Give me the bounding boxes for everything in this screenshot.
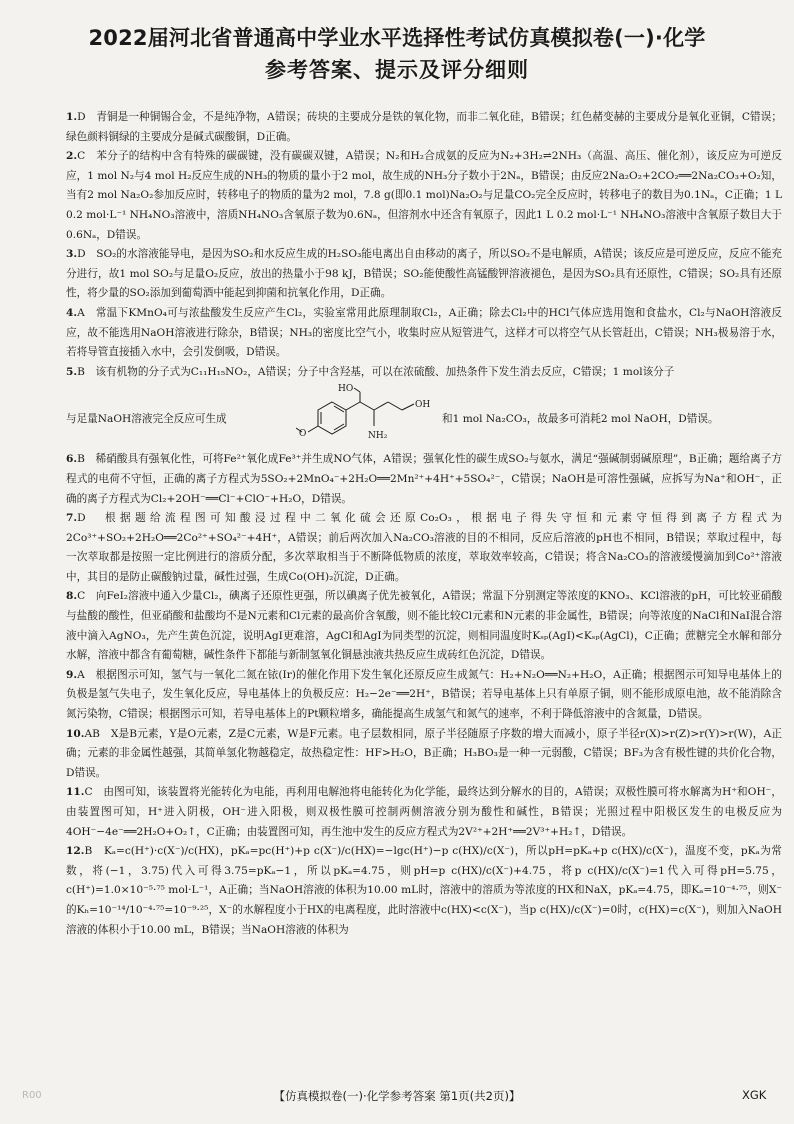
page-subtitle: 参考答案、提示及评分细则	[265, 58, 529, 82]
answer-item-10: 10.AB X是B元素，Y是O元素，Z是C元素，W是F元素。电子层数相同，原子半径随原子序数的增大而减小，原子半径r(X)>r(Z)>r(Y)>r(W)，A正确；元素的非金属性越强，其简单氢化物越稳定，故热稳定性：HF>H₂O，B正确；H₃BO₃是一种一元弱酸，C错误；BF₃为含有极性键的共价化合物，D错误。	[66, 727, 782, 779]
answer-item-12: 12.B Kₐ=c(H⁺)·c(X⁻)/c(HX)，pKₐ=pc(H⁺)+p c(X⁻)/c(HX)=−lgc(H⁺)−p c(HX)/c(X⁻)，所以pH=pKₐ+p c(HX)/c(X⁻)，温度不变，pKₐ为常数，将(−1，3.75)代入可得3.75=pKₐ−1，所以pKₐ=4.75，则pH=p c(HX)/c(X⁻)+4.75，将p c(HX)/c(X⁻)=1代入可得pH=5.75，c(H⁺)=1.0×10⁻⁵·⁷⁵ mol·L⁻¹，A正确；当NaOH溶液的体积为10.00 mL时，溶液中的溶质为等浓度的HX和NaX，pKₐ=4.75，即Kₐ=10⁻⁴·⁷⁵，则X⁻的Kₕ=10⁻¹⁴/10⁻⁴·⁷⁵=10⁻⁹·²⁵，X⁻的水解程度小于HX的电离程度，此时溶液中c(HX)<c(X⁻)，当p c(HX)/c(X⁻)=0时，c(HX)=c(X⁻)，则加入NaOH溶液的体积小于10.00 mL，B错误；当NaOH溶液的体积为	[66, 845, 782, 936]
page-title: 2022届河北省普通高中学业水平选择性考试仿真模拟卷(一)·化学	[88, 26, 706, 50]
answer-item-7: 7.D 根据题给流程图可知酸浸过程中二氧化硫会还原Co₂O₃，根据电子得失守恒和元素守恒得到离子方程式为2Co³⁺+SO₂+2H₂O══2Co²⁺+SO₄²⁻+4H⁺，A错误；前后两次加入Na₂CO₃溶液的目的不相同，反应后溶液的pH也不相同，B错误；萃取过程中，每一次萃取都是按照一定比例进行的溶质分配，多次萃取相当于不断降低物质的浓度，萃取效率较高，C错误；将含Na₂CO₃的溶液缓慢滴加到Co²⁺溶液中，其目的是防止碳酸钠过量，碱性过强，生成Co(OH)₂沉淀，D正确。	[66, 512, 782, 583]
answer-item-4: 4.A 常温下KMnO₄可与浓盐酸发生反应产生Cl₂，实验室常用此原理制取Cl₂，A正确；除去Cl₂中的HCl气体应选用饱和食盐水，Cl₂与NaOH溶液反应，故不能选用NaOH溶液进行除杂，B错误；NH₃的密度比空气小，收集时应从短管进气，这样才可以将空气从长管赶出，C错误；NH₃极易溶于水，若将导管直接插入水中，会引发倒吸，D错误。	[66, 306, 782, 359]
corner-stamp: R00	[22, 1090, 42, 1101]
organic-structure-diagram	[296, 382, 436, 450]
answer-item-5: 5.B 该有机物的分子式为C₁₁H₁₅NO₂，A错误；分子中含羟基，可以在浓硫酸、加热条件下发生消去反应，C错误；1 mol该分子	[66, 365, 675, 378]
answer-5-text-before-structure: 与足量NaOH溶液完全反应可生成	[66, 413, 227, 426]
answer-item-11: 11.C 由图可知，该装置将光能转化为电能，再利用电解池将电能转化为化学能，最终达到分解水的目的，A错误；双极性膜可将水解离为H⁺和OH⁻，由装置图可知，H⁺进入阴极，OH⁻进入阳极，则双极性膜可控制两侧溶液分别为酸性和碱性，B错误；光照过程中阳极区发生的电极反应为4OH⁻−4e⁻══2H₂O+O₂↑，C正确；由装置图可知，再生池中发生的反应方程式为2V²⁺+2H⁺══2V³⁺+H₂↑，D错误。	[66, 786, 782, 838]
answer-list	[66, 108, 782, 940]
hydroxyl-label-right: OH	[415, 400, 431, 411]
answer-5-text-after-structure: 和1 mol Na₂CO₃，故最多可消耗2 mol NaOH，D错误。	[442, 413, 719, 426]
answer-item-3: 3.D SO₂的水溶液能导电，是因为SO₂和水反应生成的H₂SO₃能电离出自由移动的离子，所以SO₂不是电解质，A错误；该反应是可逆反应，反应不能充分进行，故1 mol SO₂与足量O₂反应，放出的热量小于98 kJ，B错误；SO₂能使酸性高锰酸钾溶液褪色，是因为SO₂具有还原性，C错误；SO₂具有还原性，将少量的SO₂添加到葡萄酒中能起到抑菌和抗氧化作用，D正确。	[66, 248, 782, 300]
answer-item-6: 6.B 稀硝酸具有强氧化性，可将Fe²⁺氧化成Fe³⁺并生成NO气体，A错误；强氧化性的碳生成SO₂与氨水，满足“强碱制弱碱原理”，B正确；题给离子方程式的电荷不守恒，正确的离子方程式为5SO₂+2MnO₄⁻+2H₂O══2Mn²⁺+4H⁺+5SO₄²⁻，C错误；NaOH是可溶性强碱，应拆写为Na⁺和OH⁻，正确的离子方程式为Cl₂+2OH⁻══Cl⁻+ClO⁻+H₂O，D错误。	[66, 453, 782, 505]
answer-item-1: 1.D 青铜是一种铜锡合金，不是纯净物，A错误；砖块的主要成分是铁的氧化物，而非二氧化硅，B错误；红色赭变赫的主要成分是氧化亚铜，C错误；绿色颜料铜绿的主要成分是碱式碳酸铜，D正确。	[66, 111, 782, 143]
hydroxyl-label-left: HO	[338, 384, 354, 395]
oxygen-label: O	[299, 429, 307, 440]
footer-code: XGK	[742, 1088, 767, 1102]
page-footer: 【仿真模拟卷(一)·化学参考答案 第1页(共2页)】	[273, 1089, 521, 1103]
answer-item-2: 2.C 苯分子的结构中含有特殊的碳碳键，没有碳碳双键，A错误；N₂和H₂合成氨的反应为N₂+3H₂⇌2NH₃（高温、高压、催化剂），该反应为可逆反应，1 mol N₂与4 mol H₂反应生成的NH₃的物质的量小于2 mol，故生成的NH₃分子数小于2Nₐ，B错误；由反应2Na₂O₂+2CO₂══2Na₂CO₃+O₂知，当有2 mol Na₂O₂参加反应时，转移电子的物质的量为2 mol，7.8 g(即0.1 mol)Na₂O₂与足量CO₂完全反应时，转移电子的数目为0.1Nₐ，C正确；1 L 0.2 mol·L⁻¹ NH₄NO₃溶液中，溶质NH₄NO₃含氧原子数为0.6Nₐ，但溶剂水中还含有氧原子，因此1 L 0.2 mol·L⁻¹ NH₄NO₃溶液中含氧原子数目大于0.6Nₐ，D错误。	[66, 150, 782, 241]
amino-label: NH₂	[368, 431, 388, 442]
answer-item-9: 9.A 根据图示可知，氢气与一氧化二氮在铱(Ir)的催化作用下发生氧化还原反应生成氮气：H₂+N₂O══N₂+H₂O，A正确；根据图示可知导电基体上的负极是氢气失电子，发生氧化反应，导电基体上的负极反应：H₂−2e⁻══2H⁺，B错误；若导电基体上只有单原子铜，则不能形成原电池，故不能消除含氮污染物，C错误；根据图示可知，若导电基体上的Pt颗粒增多，确能提高生成氢气和氮气的速率，不利于降低溶液中的含氮量，D错误。	[66, 668, 782, 721]
answer-5-structure-line	[66, 382, 782, 450]
answer-item-8: 8.C 向FeI₂溶液中通入少量Cl₂，碘离子还原性更强，所以碘离子优先被氧化，A错误；常温下分别测定等浓度的KNO₃、KCl溶液的pH，可比较亚硝酸与盐酸的酸性，但亚硝酸和盐酸均不是N元素和Cl元素的最高价含氧酸，则不能比较Cl元素和N元素的非金属性，B错误；向等浓度的NaCl和NaI混合溶液中滴入AgNO₃，先产生黄色沉淀，说明AgI更难溶，AgCl和AgI为同类型的沉淀，则相同温度时Kₛₚ(AgI)<Kₛₚ(AgCl)，C正确；蔗糖完全水解和部分水解，溶液中都含有葡萄糖，碱性条件下都能与新制氢氧化铜悬浊液共热反应生成砖红色沉淀，D错误。	[66, 590, 782, 662]
